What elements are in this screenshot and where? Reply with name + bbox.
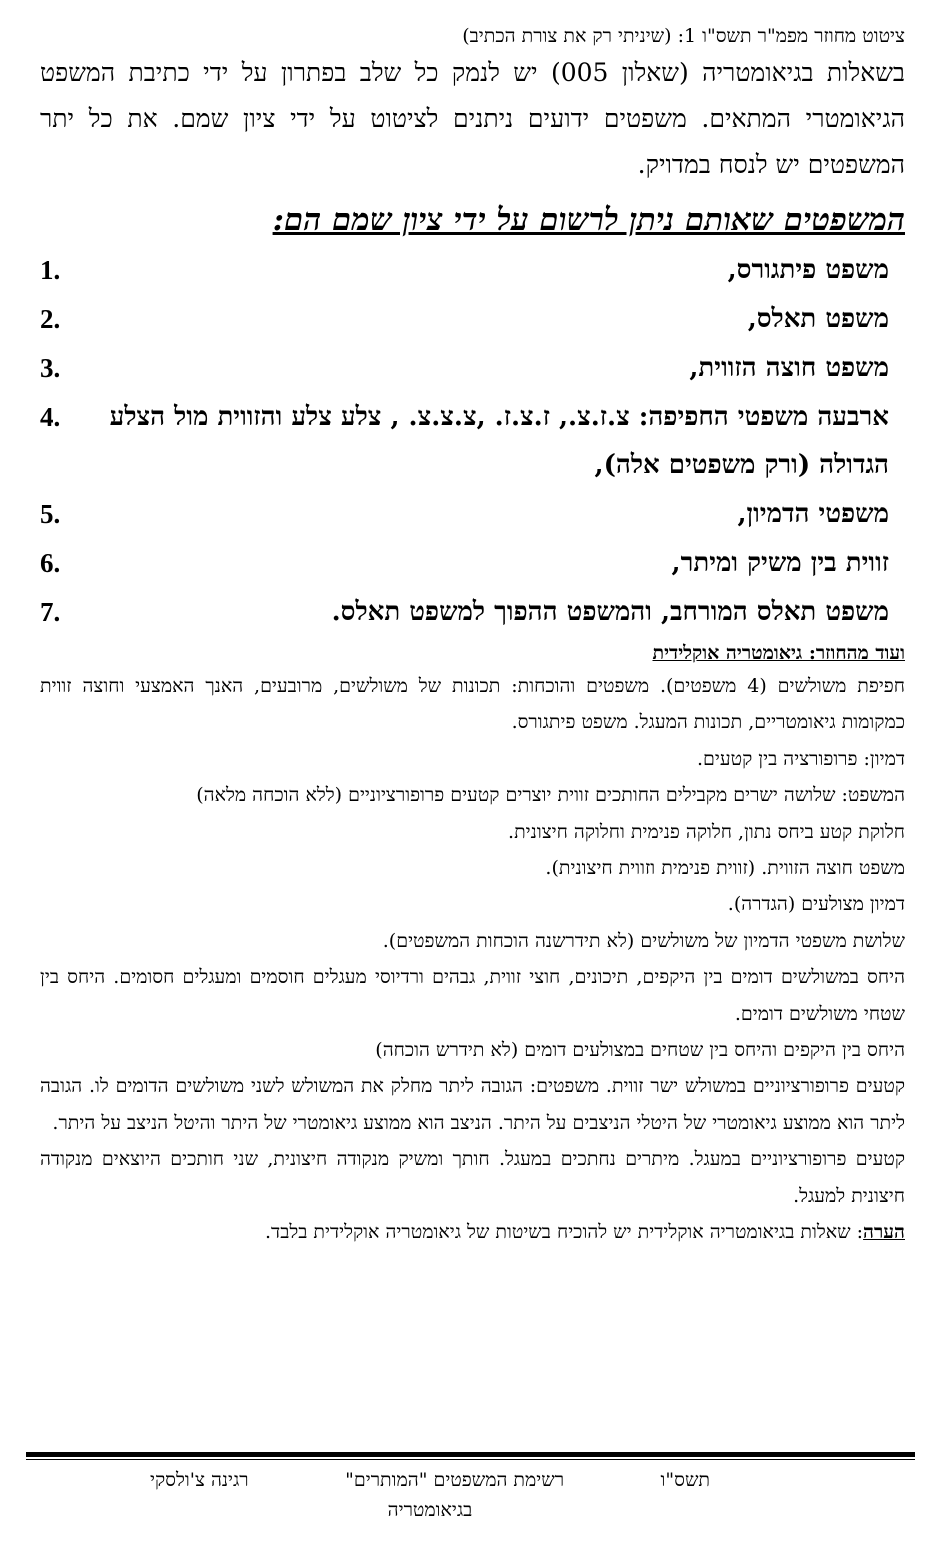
- theorem-text: ארבעה משפטי החפיפה: צ.ז.צ., ז.צ.ז. ,צ.צ.צ. , צלע צלע והזווית מול הצלע הגדולה (ורק משפטים אלה),: [109, 402, 889, 480]
- syllabus-paragraph: קטעים פרופורציוניים במשולש ישר זווית. משפטים: הגובה ליתר מחלק את המשולש לשני משולשים הדומים לו. הגובה ליתר הוא ממוצע גיאומטרי של היטלי הניצבים על היתר. הניצב הוא ממוצע גיאומטרי של היתר והיטל הניצב על היתר.: [40, 1075, 905, 1134]
- theorem-text: משפט פיתגורס,: [727, 255, 889, 285]
- theorem-text: משפט תאלס,: [747, 304, 889, 334]
- theorem-item: [40, 246, 905, 294]
- syllabus-paragraph: חפיפת משולשים (4 משפטים). משפטים והוכחות: תכונות של משולשים, מרובעים, האנך האמצעי וחוצה זווית כמקומות גיאומטריים, תכונות המעגל. משפט פיתגורס.: [40, 675, 905, 734]
- footer-title: רשימת המשפטים "המותרים": [345, 1469, 565, 1491]
- syllabus-paragraph: היחס בין היקפים והיחס בין שטחים במצולעים דומים (לא תידרש הוכחה): [375, 1039, 905, 1062]
- theorem-item: [40, 588, 905, 636]
- theorems-heading: המשפטים שאותם ניתן לרשום על ידי ציון שמם הם:: [272, 202, 905, 238]
- syllabus-paragraph: דמיון מצולעים (הגדרה).: [727, 893, 905, 916]
- theorem-item: [40, 539, 905, 587]
- page-footer: [150, 1465, 710, 1525]
- syllabus-paragraph: קטעים פרופורציוניים במעגל. מיתרים נחתכים במעגל. חותך ומשיק מנקודה חיצונית, שני חותכים היוצאים מנקודה חיצונית למעגל.: [40, 1148, 905, 1207]
- theorem-number: 2.: [40, 304, 61, 334]
- note-label: הערה: [863, 1221, 905, 1244]
- theorem-text: משפט תאלס המורחב, והמשפט ההפוך למשפט תאלס.: [331, 597, 889, 627]
- theorem-text: זווית בין משיק ומיתר,: [671, 548, 889, 578]
- syllabus-paragraph: דמיון: פרופורציה בין קטעים.: [696, 747, 905, 770]
- syllabus-body: [40, 668, 905, 1251]
- footer-divider: [26, 1452, 915, 1460]
- syllabus-paragraph: שלושת משפטי הדמיון של משולשים (לא תידרשנה הוכחות המשפטים).: [382, 929, 905, 952]
- theorem-text: משפט חוצה הזווית,: [689, 353, 889, 383]
- theorem-number: 7.: [40, 597, 61, 627]
- theorem-number: 5.: [40, 499, 61, 529]
- footer-title-line2: בגיאומטריה: [387, 1499, 473, 1521]
- more-heading: ועוד מהחוזר: גיאומטריה אוקלידית: [652, 642, 905, 664]
- theorem-number: 6.: [40, 548, 61, 578]
- syllabus-paragraph: חלוקת קטע ביחס נתון, חלוקה פנימית וחלוקה חיצונית.: [508, 820, 905, 843]
- theorem-item: [40, 344, 905, 392]
- theorem-number: 3.: [40, 353, 61, 383]
- theorems-list: [40, 246, 905, 636]
- intro-paragraph: בשאלות בגיאומטריה (שאלון 005) יש לנמק כל שלב בפתרון על ידי כתיבת המשפט הגיאומטרי המתאים. משפטים ידועים ניתנים לציטוט על ידי ציון שמם. את כל יתר המשפטים יש לנסח במדויק.: [40, 58, 905, 179]
- note-paragraph: [40, 1214, 905, 1250]
- theorem-item: [40, 490, 905, 538]
- theorem-item: [40, 393, 905, 489]
- theorem-item: [40, 295, 905, 343]
- syllabus-paragraph: היחס במשולשים דומים בין היקפים, תיכונים, חוצי זווית, גבהים ורדיוסי מעגלים חוסמים ומעגלים חסומים. היחס בין שטחי משולשים דומים.: [40, 966, 905, 1025]
- syllabus-paragraph: משפט חוצה הזווית. (זווית פנימית וזווית חיצונית).: [545, 857, 905, 880]
- citation-line: ציטוט מחוזר מפמ"ר תשס"ו 1: (שיניתי רק את צורת הכתיב): [462, 25, 905, 47]
- footer-year: תשס"ו: [660, 1469, 710, 1491]
- syllabus-paragraph: המשפט: שלושה ישרים מקבילים החותכים זווית יוצרים קטעים פרופורציוניים (ללא הוכחה מלאה): [196, 784, 905, 807]
- theorem-text: משפטי הדמיון,: [737, 499, 889, 529]
- theorem-number: 1.: [40, 255, 61, 285]
- footer-author: רגינה צ'ולסקי: [150, 1469, 249, 1491]
- theorem-number: 4.: [40, 402, 61, 432]
- note-text: : שאלות בגיאומטריה אוקלידית יש להוכיח בשיטות של גיאומטריה אוקלידית בלבד.: [265, 1221, 864, 1244]
